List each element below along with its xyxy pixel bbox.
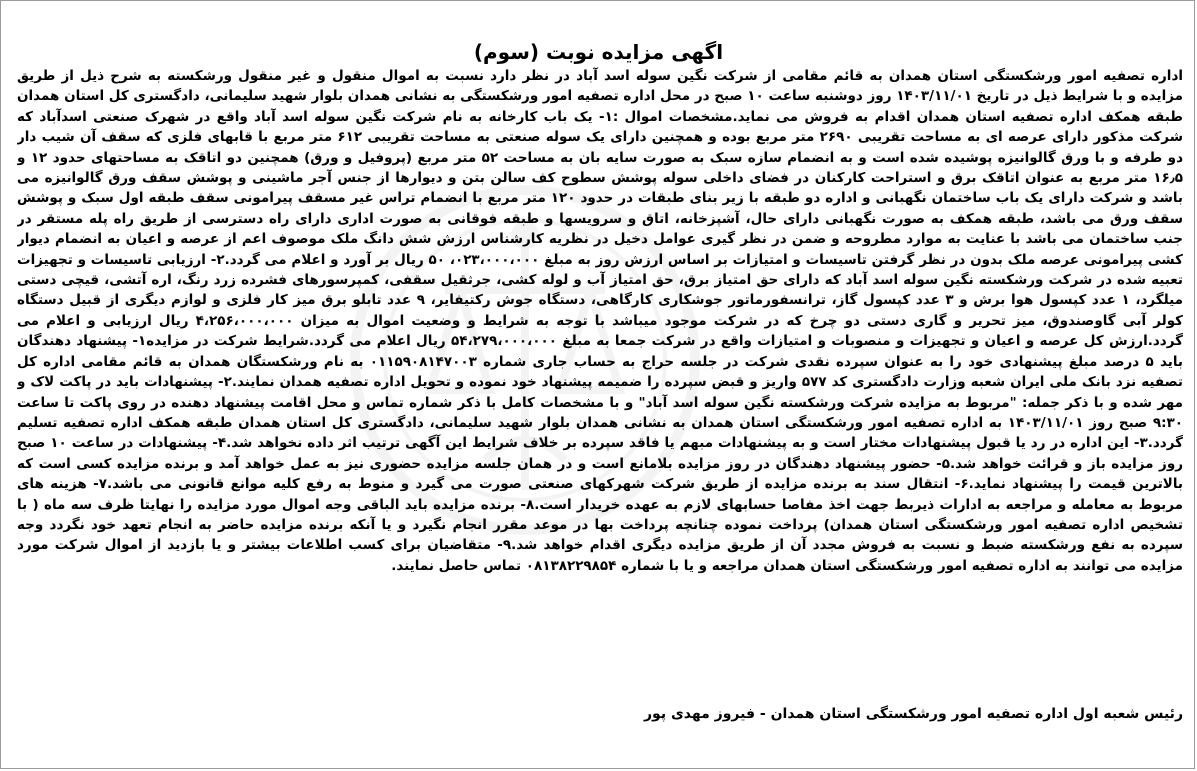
- notice-body: اداره تصفیه امور ورشکستگی استان همدان به قائم مقامی از شرکت نگین سوله اسد آباد در نظر دارد نسبت به اموال منقول و غیر منقول ورشکسته به شرح ذیل از طریق مزایده و با شرایط ذیل در تاریخ ۱۴۰۳/۱۱/۰۱ روز دوشنبه ساعت ۱۰ صبح در محل اداره تصفیه امور ورشکستگی به نشانی همدان بلوار شهید سلیمانی، دادگستری کل استان همدان طبقه همکف اداره تصفیه استان همدان اقدام به فروش می نماید.مشخصات اموال :۱- یک باب کارخانه به نام شرکت نگین سوله اسد آباد واقع در شهرک صنعتی اسدآباد که شرکت مذکور دارای عرصه ای به مساحت تقریبی ۲۶۹۰ متر مربع بوده و همچنین دارای یک سوله صنعتی به مساحت تقریبی ۶۱۲ متر مربع با قابهای فلزی که سقف آن شیب دار دو طرفه و با ورق گالوانیزه پوشیده شده است و به انضمام سازه سبک به صورت سایه بان به مساحت ۵۲ متر مربع (پروفیل و ورق) همچنین دو اتاقک به مساحتهای حدود ۱۲ و ۱۶٫۵ متر مربع به عنوان اتاقک برق و استراحت کارکنان در فضای داخلی سوله پوشش سطوح کف سالن بتن و دیوارها از جنس آجر ماشینی و پوشش سقف ورق گالوانیزه می باشد و شرکت دارای یک باب ساختمان نگهبانی و اداره دو طبقه با زیر بنای طبقات در حدود ۱۲۰ متر مربع با انضمام تراس غیر مسقف پیرامونی سقف طبقه اول سبک و پوشش سقف ورق می باشد، طبقه همکف به صورت نگهبانی دارای حال، آشپزخانه، اتاق و سرویسها و طبقه فوقانی به صورت اداری دارای راه دسترسی از طریق راه پله مستقر در جنب ساختمان می باشد با عنایت به موارد مطروحه و ضمن در نظر گیری عوامل دخیل در نظریه کارشناس ارزش شش دانگ ملک موصوف اعم از عرصه و اعیان به انضمام دیوار کشی پیرامونی عرصه ملک بدون در نظر گرفتن تاسیسات و امتیازات بر اساس ارزش روز به مبلغ ۰۲۳،۰۰۰،۰۰۰، ۵۰ ریال بر آورد و اعلام می گردد.۲- ارزیابی تاسیسات و تجهیزات تعبیه شده در شرکت ورشکسته نگین سوله اسد آباد که دارای حق امتیاز برق، حق امتیاز آب و لوله کشی، جرثقیل سقفی، کمپرسورهای فشرده زرد رنگ، اره آتشی، قیچی دستی میلگرد، ۱ عدد کپسول هوا برش و ۳ عدد کپسول گاز، ترانسفورماتور جوشکاری کارگاهی، دستگاه جوش رکتیفایر، ۹ عدد تابلو برق میز کار فلزی و لوازم دیگری از قبیل دستگاه کولر آبی گاوصندوق، میز تحریر و گاری دستی دو چرخ که در شرکت موجود میباشد با توجه به شرایط و وضعیت اموال به میزان ۴،۲۵۶،۰۰۰،۰۰۰ ریال ارزیابی و اعلام می گردد.ارزش کل عرصه و اعیان و تجهیزات و منصوبات و امتیازات واقع در شرکت جمعا به مبلغ ۵۴،۲۷۹،۰۰۰،۰۰۰ ریال اعلام می گردد.شرایط شرکت در مزایده۱- پیشنهاد دهندگان باید ۵ درصد مبلغ پیشنهادی خود را به عنوان سپرده نقدی شرکت در جلسه حراج به حساب جاری شماره ۰۱۱۵۹۰۸۱۴۷۰۰۳ به نام ورشکستگان همدان به قائم مقامی اداره کل تصفیه نزد بانک ملی ایران شعبه وزارت دادگستری کد ۵۷۷ واریز و قبض سپرده را ضمیمه پیشنهاد خود نموده و تحویل اداره تصفیه همدان نمایند.۲- پیشنهادات باید در پاکت لاک و مهر شده و با ذکر جمله: "مربوط به مزایده شرکت ورشکسته نگین سوله اسد آباد" و با مشخصات کامل با ذکر شماره تماس و محل اقامت پیشنهاد دهنده در روی پاکت تا ساعت ۹:۳۰ صبح روز ۱۴۰۳/۱۱/۰۱ به اداره تصفیه امور ورشکستگی استان همدان به نشانی همدان بلوار شهید سلیمانی، دادگستری کل استان همدان طبقه همکف اداره تصفیه تسلیم گردد.۳- این اداره در رد یا قبول پیشنهادات مختار است و به پیشنهادات مبهم یا فاقد سپرده بر خلاف شرایط این آگهی ترتیب اثر داده نخواهد شد.۴- پیشنهادات در ساعت ۱۰ صبح روز مزایده باز و قرائت خواهد شد.۵- حضور پیشنهاد دهندگان در روز مزایده بلامانع است و در همان جلسه مزایده حضوری نیز به عمل خواهد آمد و برنده مزایده کسی است که بالاترین قیمت را پیشنهاد نماید.۶- انتقال سند به برنده مزایده از طریق شرکت شهرکهای صنعتی صورت می گیرد و منوط به رفع کلیه موانع قانونی می باشد.۷- هزینه های مربوط به معامله و مراجعه به ادارات ذیربط جهت اخذ مفاصا حسابهای لازم به عهده خریدار است.۸- برنده مزایده باید الباقی وجه اموال مورد مزایده را نهایتا ظرف سه ماه ( با تشخیص اداره تصفیه امور ورشکستگی استان همدان) پرداخت نموده چنانچه پرداخت بها در موعد مقرر انجام نگیرد و یا آنکه برنده مزایده حاضر به انجام تعهد خود نگردد وجه سپرده به نفع ورشکسته ضبط و نسبت به فروش مجدد آن از طریق مزایده دیگری اقدام خواهد شد.۹- متقاضیان برای کسب اطلاعات بیشتر و یا بازدید از اموال شرکت مورد مزایده می توانند به اداره تصفیه امور ورشکستگی استان همدان مراجعه و یا با شماره ۰۸۱۳۸۲۲۹۸۵۴ تماس حاصل نمایند.: [17, 68, 1183, 574]
- notice-title: اگهی مزایده نوبت (سوم): [473, 40, 724, 64]
- signature-line: رئیس شعبه اول اداره تصفیه امور ورشکستگی استان همدان - فیروز مهدی پور: [643, 706, 1183, 722]
